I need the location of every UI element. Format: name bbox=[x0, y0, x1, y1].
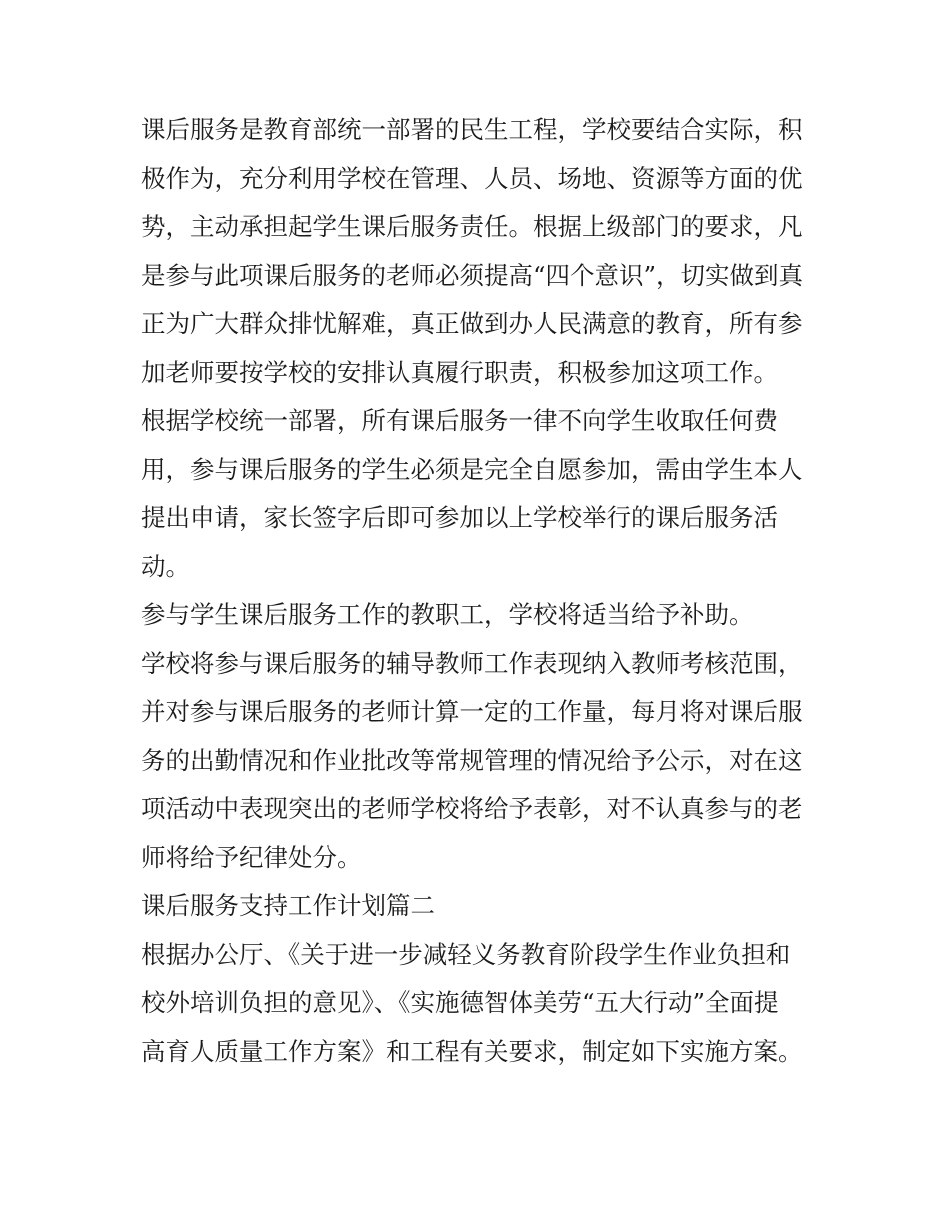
text-line: 是参与此项课后服务的老师必须提高“四个意识”，切实做到真 bbox=[141, 260, 804, 290]
text-line: 势，主动承担起学生课后服务责任。根据上级部门的要求，凡 bbox=[141, 212, 803, 241]
paragraph-teacher-assessment bbox=[141, 640, 821, 883]
text-line: 提出申请，家长签字后即可参加以上学校举行的课后服务活 bbox=[141, 503, 778, 532]
text-line: 课后服务是教育部统一部署的民生工程，学校要结合实际，积 bbox=[141, 115, 803, 144]
heading-line: 课后服务支持工作计划篇二 bbox=[141, 891, 435, 920]
text-line: 根据学校统一部署，所有课后服务一律不向学生收取任何费 bbox=[141, 406, 778, 435]
text-line: 用，参与课后服务的学生必须是完全自愿参加，需由学生本人 bbox=[141, 454, 803, 484]
text-line: 并对参与课后服务的老师计算一定的工作量，每月将对课后服 bbox=[141, 697, 803, 726]
text-line: 参与学生课后服务工作的教职工，学校将适当给予补助。 bbox=[141, 600, 754, 629]
text-line: 极作为，充分利用学校在管理、人员、场地、资源等方面的优 bbox=[141, 163, 803, 193]
document-body bbox=[141, 106, 821, 1076]
section-heading bbox=[141, 882, 821, 931]
text-line: 学校将参与课后服务的辅导教师工作表现纳入教师考核范围， bbox=[141, 648, 803, 678]
text-line: 根据办公厅、《关于进一步减轻义务教育阶段学生作业负担和 bbox=[141, 939, 791, 969]
text-line: 项活动中表现突出的老师学校将给予表彰，对不认真参与的老 bbox=[141, 794, 803, 823]
text-line: 师将给予纪律处分。 bbox=[141, 842, 362, 872]
text-line: 校外培训负担的意见》、《实施德智体美劳“五大行动”全面提 bbox=[141, 988, 779, 1017]
text-line: 高育人质量工作方案》和工程有关要求，制定如下实施方案。 bbox=[141, 1036, 803, 1066]
text-line: 务的出勤情况和作业批改等常规管理的情况给予公示，对在这 bbox=[141, 745, 803, 775]
text-line: 正为广大群众排忧解难，真正做到办人民满意的教育，所有参 bbox=[141, 309, 803, 338]
paragraph-service-overview bbox=[141, 106, 821, 397]
paragraph-implementation-plan bbox=[141, 931, 821, 1077]
paragraph-free-of-charge bbox=[141, 397, 821, 591]
paragraph-staff-subsidy bbox=[141, 591, 821, 640]
text-line: 加老师要按学校的安排认真履行职责，积极参加这项工作。 bbox=[141, 357, 778, 387]
text-line: 动。 bbox=[141, 551, 190, 581]
